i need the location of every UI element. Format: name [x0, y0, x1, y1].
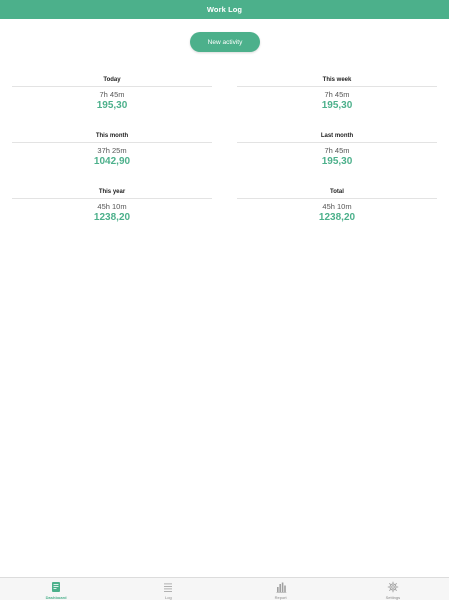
- stat-last-month: [237, 132, 437, 168]
- stat-label: Total: [330, 189, 344, 195]
- stat-amount: 195,30: [321, 156, 353, 167]
- tab-dashboard[interactable]: [0, 578, 112, 600]
- stat-amount: 195,30: [96, 100, 128, 111]
- stat-label: This month: [95, 133, 129, 139]
- bar-chart-icon: [275, 581, 287, 593]
- divider: [12, 142, 212, 143]
- stat-label: Last month: [320, 133, 354, 139]
- stat-this-month: [12, 132, 212, 168]
- app-header: [0, 0, 449, 19]
- stat-duration: 45h 10m: [322, 202, 352, 211]
- stat-amount: 1238,20: [318, 212, 356, 223]
- divider: [237, 86, 437, 87]
- stat-label: This week: [322, 77, 352, 83]
- stat-amount: 195,30: [321, 100, 353, 111]
- dashboard-icon: [50, 581, 62, 593]
- tab-settings[interactable]: [337, 578, 449, 600]
- tab-label: Log: [165, 595, 172, 600]
- stat-amount: 1042,90: [93, 156, 131, 167]
- stat-duration: 45h 10m: [97, 202, 127, 211]
- page-title: Work Log: [206, 5, 243, 14]
- tab-log[interactable]: [112, 578, 224, 600]
- stat-label: Today: [103, 77, 121, 83]
- new-activity-button[interactable]: New activity: [190, 32, 260, 52]
- divider: [12, 86, 212, 87]
- list-icon: [162, 581, 174, 593]
- divider: [12, 198, 212, 199]
- stat-label: This year: [98, 189, 126, 195]
- stat-this-year: [12, 188, 212, 224]
- tab-label: Report: [274, 595, 287, 600]
- stat-duration: 7h 45m: [324, 90, 350, 99]
- stat-duration: 7h 45m: [324, 146, 350, 155]
- divider: [237, 198, 437, 199]
- bottom-tab-bar: [0, 577, 449, 600]
- stat-this-week: [237, 76, 437, 112]
- gear-icon: [387, 581, 399, 593]
- stat-duration: 37h 25m: [97, 146, 127, 155]
- stat-today: [12, 76, 212, 112]
- tab-report[interactable]: [225, 578, 337, 600]
- tab-label: Settings: [385, 595, 401, 600]
- divider: [237, 142, 437, 143]
- stat-total: [237, 188, 437, 224]
- stat-duration: 7h 45m: [99, 90, 125, 99]
- stat-amount: 1238,20: [93, 212, 131, 223]
- tab-label: Dashboard: [45, 595, 67, 600]
